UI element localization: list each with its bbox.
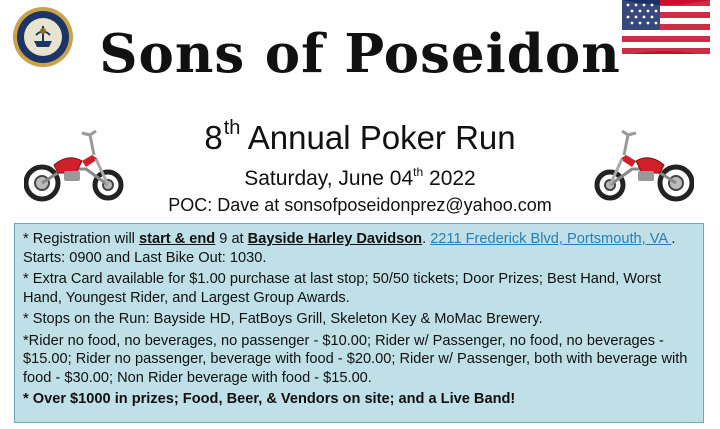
poc-line: POC: Dave at sonsofposeidonprez@yahoo.com [168,195,552,215]
date-prefix: Saturday, June 04 [244,167,414,190]
event-ordinal-suffix: th [223,117,241,139]
event-name: Annual Poker Run [247,119,516,156]
date-year: 2022 [429,167,476,190]
pricing-line: *Rider no food, no beverages, no passenger - $10.00; Rider w/ Passenger, no food, no beverages - $15.00; Rider no passenger, beverage with food - $20.00; Rider w/ Passenger, both with beverage with food - $30.00; Non Rider beverage with food - $15.00. [23,332,688,386]
start-end-text: start & end [138,231,216,247]
extra-card-line: * Extra Card available for $1.00 purchase at last stop; 50/50 tickets; Door Prizes; Best Hand, Worst Hand, Youngest Rider, and Largest Group Awards. [23,271,662,306]
registration-text-2: 9 at [215,231,248,247]
event-date [0,166,720,189]
event-headline [0,118,720,154]
stops-line: * Stops on the Run: Bayside HD, FatBoys Grill, Skeleton Key & MoMac Brewery. [23,311,543,327]
page-title: Sons of Poseidon [99,23,621,85]
date-suffix: th [413,165,424,179]
prizes-line: * Over $1000 in prizes; Food, Beer, & Vendors on site; and a Live Band! [23,391,516,407]
address-link[interactable]: 2211 Frederick Blvd, Portsmouth, VA [430,231,672,247]
registration-text-3: . [422,231,431,247]
venue-name: Bayside Harley Davidson [247,231,423,247]
event-ordinal: 8 [204,119,223,156]
registration-line [23,230,695,267]
registration-text: * Registration will [23,231,139,247]
details-box [14,223,704,423]
registration-text-4: . Starts: 0900 and Last Bike Out: 1030. [23,231,676,266]
